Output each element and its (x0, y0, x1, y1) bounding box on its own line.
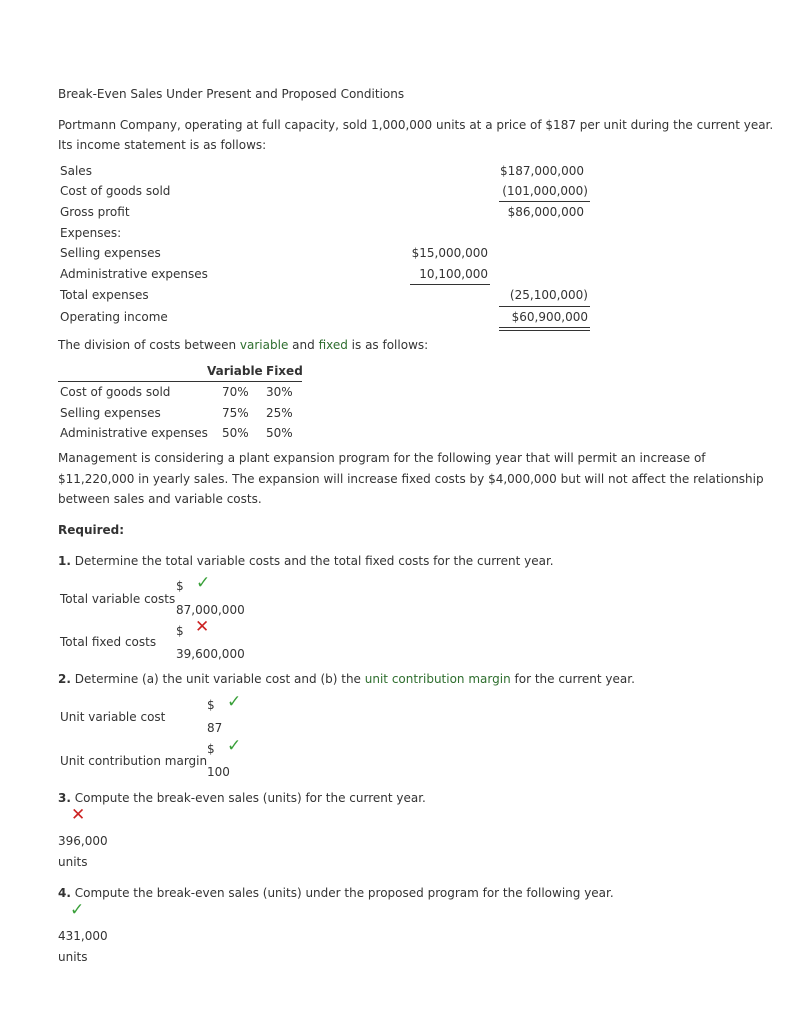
question-1 (58, 554, 554, 568)
total-fixed-costs-label: Total fixed costs (60, 635, 157, 649)
dollar-prefix: $ (207, 698, 215, 712)
table-row-label: Selling expenses (60, 406, 161, 420)
unit-variable-cost-answer[interactable]: 87 (207, 721, 223, 735)
term-unit-contribution-margin: unit contribution margin (364, 672, 511, 686)
total-variable-costs-answer[interactable]: 87,000,000 (176, 603, 245, 617)
underline-cogs (499, 201, 590, 202)
double-underline-bottom (499, 330, 590, 331)
underline-total-expenses (499, 306, 590, 307)
total-expenses-value: (25,100,000) (509, 288, 588, 302)
total-variable-costs-label: Total variable costs (60, 592, 176, 606)
question-text: Compute the break-even sales (units) under the proposed program for the following year. (74, 886, 614, 900)
selling-expenses-value: $15,000,000 (411, 246, 488, 260)
term-fixed: fixed (318, 338, 348, 352)
table-cell-variable: 70% (222, 385, 249, 399)
cogs-label: Cost of goods sold (60, 184, 171, 198)
check-icon: ✓ (196, 573, 211, 593)
sales-value: $187,000,000 (500, 164, 584, 178)
table-cell-fixed: 50% (266, 426, 293, 440)
question-number: 3. (58, 791, 71, 805)
intro-line-2: Its income statement is as follows: (58, 138, 267, 152)
dollar-prefix: $ (207, 742, 215, 756)
cross-icon: ✕ (71, 805, 86, 825)
total-fixed-costs-answer[interactable]: 39,600,000 (176, 647, 245, 661)
question-text-pre: Determine (a) the unit variable cost and (b) the (74, 672, 365, 686)
break-even-current-answer[interactable]: 396,000 (58, 834, 108, 848)
cogs-value: (101,000,000) (502, 184, 588, 198)
division-post: is as follows: (347, 338, 429, 352)
management-line-2: $11,220,000 in yearly sales. The expansion will increase fixed costs by $4,000,000 but will not affect the relationship (58, 472, 764, 486)
table-cell-fixed: 25% (266, 406, 293, 420)
question-2 (58, 672, 635, 686)
division-pre: The division of costs between (58, 338, 240, 352)
table-row-label: Administrative expenses (60, 426, 208, 440)
cross-icon: ✕ (195, 617, 210, 637)
units-label: units (58, 950, 88, 964)
division-mid: and (288, 338, 319, 352)
table-cell-variable: 75% (222, 406, 249, 420)
division-sentence (58, 338, 428, 352)
gross-profit-value: $86,000,000 (507, 205, 584, 219)
required-heading: Required: (58, 523, 125, 537)
term-variable: variable (239, 338, 289, 352)
selling-expenses-label: Selling expenses (60, 246, 161, 260)
question-4 (58, 886, 614, 900)
check-icon: ✓ (227, 692, 242, 712)
expenses-heading: Expenses: (60, 226, 122, 240)
operating-income-value: $60,900,000 (511, 310, 588, 324)
question-number: 2. (58, 672, 71, 686)
management-line-1: Management is considering a plant expansion program for the following year that will permit an increase of (58, 451, 706, 465)
unit-contribution-margin-label: Unit contribution margin (60, 754, 208, 768)
dollar-prefix: $ (176, 579, 184, 593)
admin-expenses-label: Administrative expenses (60, 267, 208, 281)
total-expenses-label: Total expenses (60, 288, 149, 302)
table-row-label: Cost of goods sold (60, 385, 171, 399)
double-underline-top (499, 327, 590, 328)
gross-profit-label: Gross profit (60, 205, 130, 219)
unit-variable-cost-label: Unit variable cost (60, 710, 166, 724)
intro-line-1: Portmann Company, operating at full capacity, sold 1,000,000 units at a price of $187 per unit during the current year. (58, 118, 774, 132)
table-cell-fixed: 30% (266, 385, 293, 399)
break-even-proposed-answer[interactable]: 431,000 (58, 929, 108, 943)
header-variable: Variable (207, 364, 263, 378)
units-label: units (58, 855, 88, 869)
page-title: Break-Even Sales Under Present and Proposed Conditions (58, 87, 405, 101)
table-header-rule (58, 381, 302, 382)
operating-income-label: Operating income (60, 310, 168, 324)
unit-contribution-margin-answer[interactable]: 100 (207, 765, 230, 779)
question-text: Determine the total variable costs and the total fixed costs for the current year. (74, 554, 554, 568)
header-fixed: Fixed (266, 364, 303, 378)
question-text-post: for the current year. (510, 672, 635, 686)
admin-expenses-value: 10,100,000 (419, 267, 488, 281)
management-line-3: between sales and variable costs. (58, 492, 262, 506)
question-3 (58, 791, 426, 805)
check-icon: ✓ (70, 900, 85, 920)
question-number: 4. (58, 886, 71, 900)
question-number: 1. (58, 554, 71, 568)
check-icon: ✓ (227, 736, 242, 756)
underline-admin (410, 284, 490, 285)
question-text: Compute the break-even sales (units) for the current year. (74, 791, 426, 805)
dollar-prefix: $ (176, 624, 184, 638)
sales-label: Sales (60, 164, 92, 178)
table-cell-variable: 50% (222, 426, 249, 440)
